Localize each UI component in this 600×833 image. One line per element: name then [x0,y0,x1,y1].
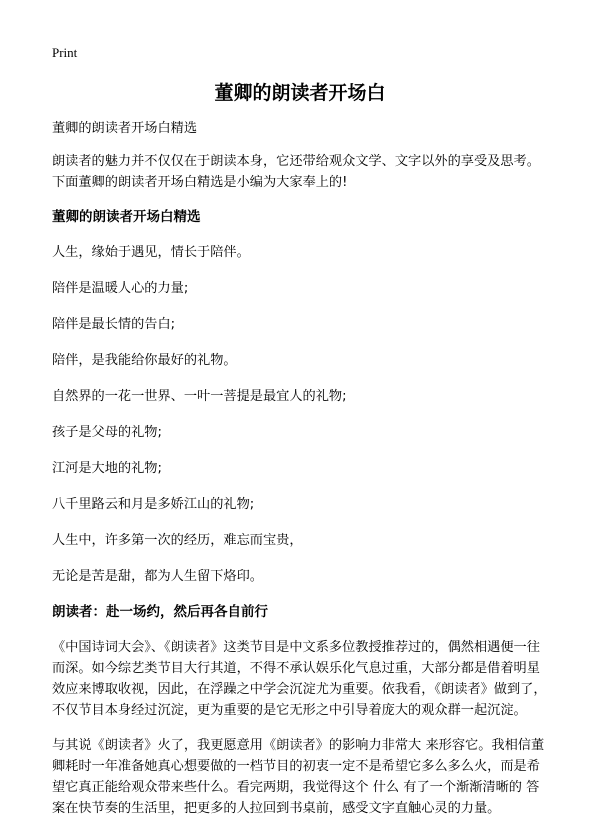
quote-line: 陪伴，是我能给你最好的礼物。 [52,353,237,368]
subtitle: 董卿的朗读者开场白精选 [52,121,198,136]
quote-line: 孩子是父母的礼物; [52,425,162,440]
quote-line: 陪伴是最长情的告白; [52,317,176,332]
section-heading-reader: 朗读者：赴一场约，然后再各自前行 [52,604,268,620]
quote-line: 陪伴是温暖人心的力量; [52,281,189,296]
intro-paragraph: 朗读者的魅力并不仅仅在于朗读本身，它还带给观众文学、文字以外的享受及思考。下面董卿的朗读者开场白精选是小编为大家奉上的! [52,154,540,190]
quote-line: 无论是苦是甜，都为人生留下烙印。 [52,569,263,584]
page-title: 董卿的朗读者开场白 [214,82,386,104]
highlight-lines [52,242,552,587]
quote-line: 八千里路云和月是多娇江山的礼物; [52,497,255,512]
quote-line: 自然界的一花一世界、一叶一菩提是最宜人的礼物; [52,389,347,404]
section-heading-highlights: 董卿的朗读者开场白精选 [52,209,201,225]
body-paragraph: 《中国诗词大会》、《朗读者》这类节目是中文系多位教授推荐过的，偶然相遇便一往而深。如今综艺类节目大行其道，不得不承认娱乐化气息过重，大部分都是借着明星效应来博取收视，因此，在浮躁之中学会沉淀尤为重要。依我看，《朗读者》做到了，不仅节目本身经过沉淀，更为重要的是它无形之中引导着庞大的观众群一起沉淀。 [52,640,547,718]
quote-line: 人生，缘始于遇见，情长于陪伴。 [52,245,250,260]
quote-line: 人生中，许多第一次的经历，难忘而宝贵， [52,533,303,548]
body-paragraph: 与其说《朗读者》火了，我更愿意用《朗读者》的影响力非常大 来形容它。我相信董卿耗时一年准备她真心想要做的一档节目的初衷一定不是希望它多么多么火，而是希望它真正能给观众带来些什么。看完两期，我觉得这个 什么 有了一个渐渐清晰的 答案在快节奏的生活里，把更多的人拉回到书桌前，感受文字直触心灵的力量。 [52,738,545,816]
quote-line: 江河是大地的礼物; [52,461,162,476]
print-link[interactable]: Print [52,45,78,60]
article-body [52,118,552,833]
